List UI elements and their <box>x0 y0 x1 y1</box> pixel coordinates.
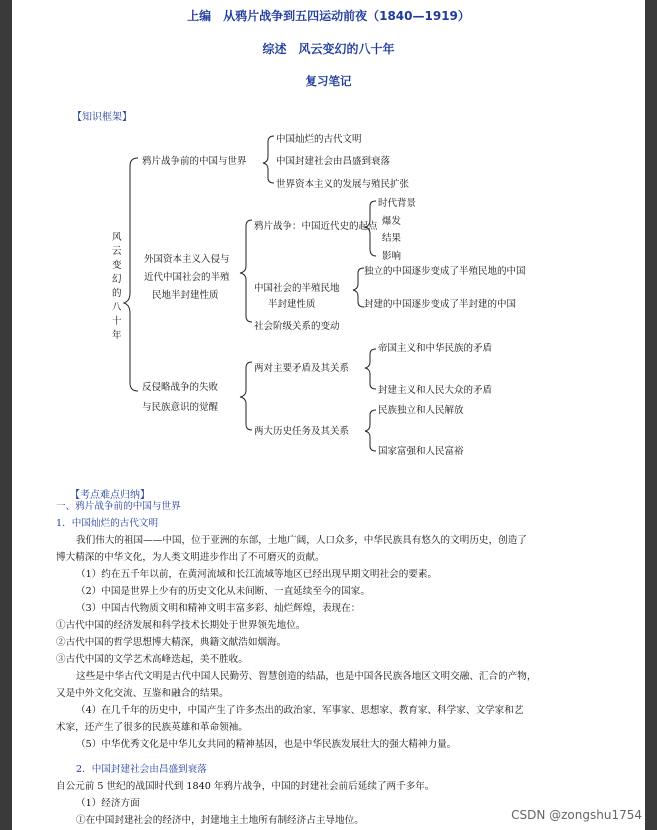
branch-2-child-1-item-1: 时代背景 <box>378 198 417 209</box>
branch-2-child-2-line-2: 半封建性质 <box>268 299 316 310</box>
branch-2-child-1-item-4: 影响 <box>382 251 402 262</box>
document-page <box>12 0 645 830</box>
paragraph-3-item-2: ①在中国封建社会的经济中，封建地主土地所有制经济占主导地位。 <box>76 815 364 826</box>
branch-2-child-1-item-2: 爆发 <box>382 216 402 227</box>
branch-2-label-line-1: 外国资本主义入侵与 <box>144 254 230 265</box>
part-title: 上编 从鸦片战争到五四运动前夜（1840—1919） <box>187 9 470 23</box>
branch-2-child-2-line-1: 中国社会的半殖民地 <box>254 283 340 294</box>
branch-3-child-1-brace <box>365 349 376 389</box>
branch-3-child-2-brace <box>365 410 376 451</box>
branch-3-label-line-1: 反侵略战争的失败 <box>142 382 219 393</box>
notes-body <box>56 498 624 829</box>
branch-2-child-2-item-2: 封建的中国逐步变成了半封建的中国 <box>364 299 517 310</box>
circled-item-3: ③古代中国的文学艺术高峰迭起，美不胜收。 <box>56 654 248 665</box>
notes-title: 复习笔记 <box>305 74 352 88</box>
branch-2-child-2-brace <box>353 268 364 307</box>
chapter-title: 综述 风云变幻的八十年 <box>262 42 395 56</box>
branch-3-child-2: 两大历史任务及其关系 <box>254 426 350 437</box>
branch-3-label-line-2: 与民族意识的觉醒 <box>142 402 219 413</box>
mindmap-root: 风云变幻的八十年 <box>112 232 122 341</box>
root-brace <box>124 158 138 391</box>
branch-1-child-2: 中国封建社会由昌盛到衰落 <box>276 156 391 167</box>
branch-3-brace <box>240 362 252 430</box>
branch-1-child-1: 中国灿烂的古代文明 <box>276 134 362 145</box>
paragraph-1-line-1: 我们伟大的祖国——中国，位于亚洲的东部，土地广阔，人口众多，中华民族具有悠久的文明历史，创造了 <box>76 535 527 546</box>
item-5: （5）中华优秀文化是中华儿女共同的精神基因，也是中华民族发展壮大的强大精神力量。 <box>76 739 457 750</box>
branch-3-child-1-item-2: 封建主义和人民大众的矛盾 <box>378 385 493 396</box>
branch-3-child-1: 两对主要矛盾及其关系 <box>254 363 350 374</box>
item-4-line-1: （4）在几千年的历史中，中国产生了许多杰出的政治家、军事家、思想家、教育家、科学家、文学家和艺 <box>76 705 524 716</box>
item-1: （1）约在五千年以前，在黄河流域和长江流域等地区已经出现早期文明社会的要素。 <box>76 569 438 580</box>
paragraph-3-item-1: （1）经济方面 <box>76 798 140 809</box>
item-4-line-2: 术家，还产生了很多的民族英雄和革命领袖。 <box>56 722 248 733</box>
branch-1-brace <box>263 136 274 183</box>
subsection-1-heading: 1．中国灿烂的古代文明 <box>56 518 159 529</box>
item-2: （2）中国是世界上少有的历史文化从未间断、一直延续至今的国家。 <box>76 586 370 597</box>
paragraph-2-line-2: 又是中外文化交流、互鉴和融合的结果。 <box>56 688 229 699</box>
branch-3-child-1-item-1: 帝国主义和中华民族的矛盾 <box>378 343 493 354</box>
notes-label: 【考点难点归纳】 <box>70 490 150 501</box>
subsection-2-heading: 2．中国封建社会由昌盛到衰落 <box>76 764 207 775</box>
branch-2-child-1-item-3: 结果 <box>382 233 402 244</box>
paragraph-3: 自公元前 5 世纪的战国时代到 1840 年鸦片战争，中国的封建社会前后延续了两千多年。 <box>56 781 435 792</box>
item-3: （3）中国古代物质文明和精神文明丰富多彩、灿烂辉煌，表现在： <box>76 603 361 614</box>
knowledge-mindmap <box>12 0 645 480</box>
branch-2-child-2-item-1: 独立的中国逐步变成了半殖民地的中国 <box>364 266 526 277</box>
branch-2-label-line-3: 民地半封建性质 <box>152 290 219 301</box>
paragraph-2-line-1: 这些是中华古代文明是古代中国人民勤劳、智慧创造的结晶，也是中国各民族各地区文明交融、汇合的产物， <box>76 671 537 682</box>
branch-2-label-line-2: 近代中国社会的半殖 <box>144 272 230 283</box>
branch-2-child-1: 鸦片战争：中国近代史的起点 <box>254 221 378 232</box>
branch-3-child-2-item-1: 民族独立和人民解放 <box>378 405 464 416</box>
branch-1-label: 鸦片战争前的中国与世界 <box>142 156 247 167</box>
framework-label: 【知识框架】 <box>72 112 132 123</box>
left-margin <box>0 0 12 830</box>
circled-item-1: ①古代中国的经济发展和科学技术长期处于世界领先地位。 <box>56 620 306 631</box>
section-1-heading: 一、鸦片战争前的中国与世界 <box>56 501 181 512</box>
branch-2-child-3: 社会阶级关系的变动 <box>254 321 340 332</box>
branch-1-child-3: 世界资本主义的发展与殖民扩张 <box>276 179 410 190</box>
branch-2-brace <box>240 220 252 322</box>
branch-3-child-2-item-2: 国家富强和人民富裕 <box>378 446 464 457</box>
right-margin <box>645 0 657 830</box>
csdn-watermark: CSDN @zongshu1754 <box>511 808 642 822</box>
circled-item-2: ②古代中国的哲学思想博大精深，典籍文献浩如烟海。 <box>56 637 287 648</box>
paragraph-1-line-2: 博大精深的中华文化，为人类文明进步作出了不可磨灭的贡献。 <box>56 552 325 563</box>
